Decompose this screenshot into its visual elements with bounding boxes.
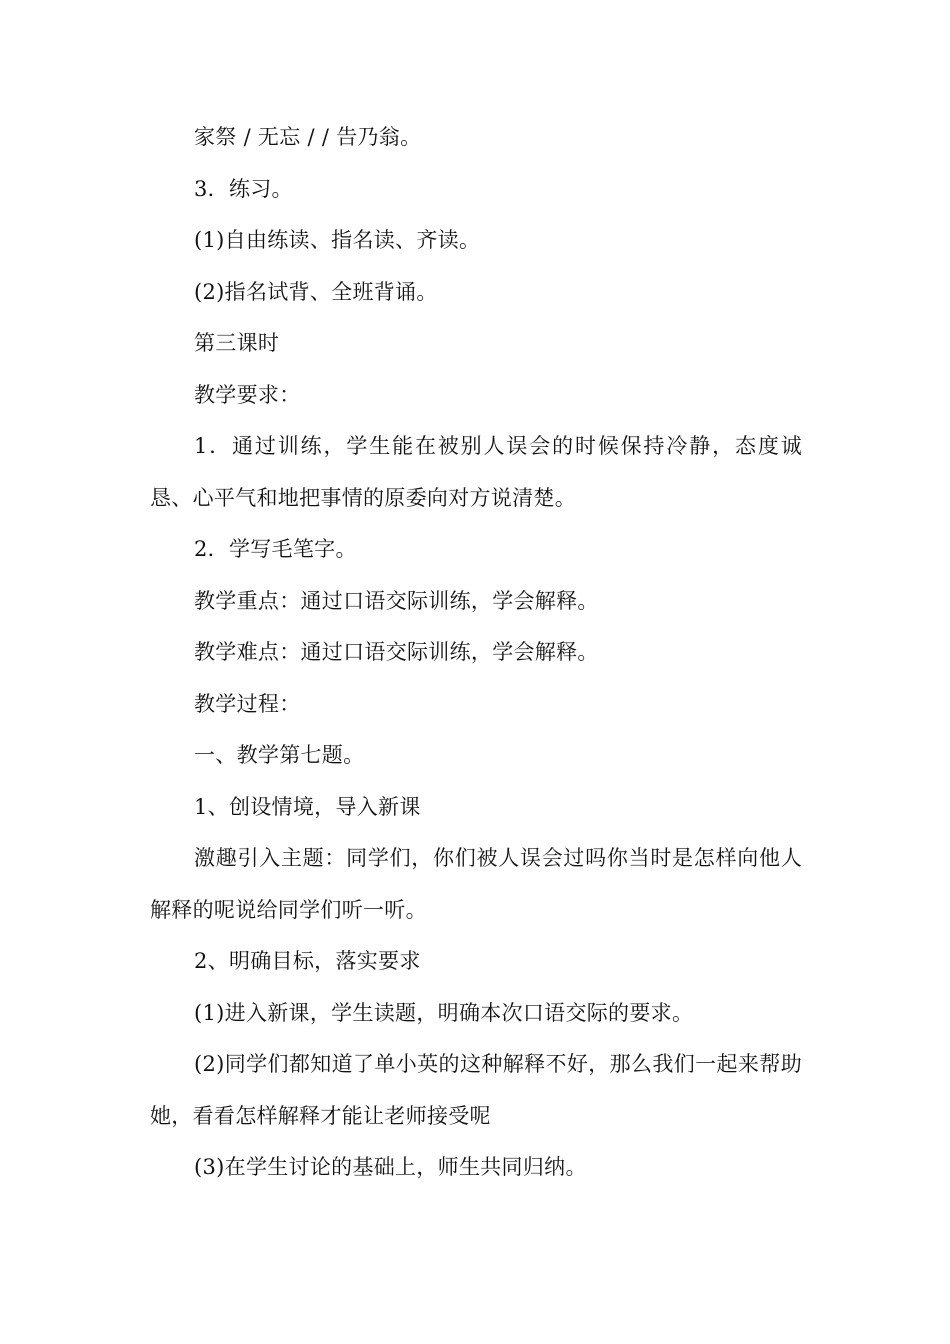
poem-line: 家祭 / 无忘 / / 告乃翁。	[194, 125, 422, 149]
key-point: 教学重点：通过口语交际训练，学会解释。	[194, 588, 599, 613]
process-heading: 教学过程：	[194, 691, 301, 716]
lesson-heading: 第三课时	[194, 331, 280, 355]
step-2-item-2: (2)同学们都知道了单小英的这种解释不好，那么我们一起来帮助她，看看怎样解释才能让老师接受呢	[150, 1052, 802, 1128]
section-heading-7: 一、教学第七题。	[194, 743, 365, 767]
requirements-heading: 教学要求：	[194, 382, 301, 407]
step-2-item-3: (3)在学生讨论的基础上，师生共同归纳。	[194, 1155, 587, 1179]
intro-paragraph: 激趣引入主题：同学们，你们被人误会过吗你当时是怎样向他人解释的呢说给同学们听一听。	[150, 846, 802, 922]
step-2-heading: 2、明确目标，落实要求	[194, 949, 421, 973]
step-1-heading: 1、创设情境，导入新课	[194, 794, 421, 819]
document-body	[150, 112, 802, 1194]
practice-item-1: (1)自由练读、指名读、齐读。	[194, 228, 481, 252]
difficult-point: 教学难点：通过口语交际训练，学会解释。	[194, 640, 599, 664]
step-2-item-1: (1)进入新课，学生读题，明确本次口语交际的要求。	[194, 1000, 694, 1025]
requirement-2: 2．学写毛笔字。	[194, 537, 357, 561]
step-practice: 3．练习。	[194, 176, 293, 201]
practice-item-2: (2)指名试背、全班背诵。	[194, 279, 438, 304]
requirement-1: 1．通过训练，学生能在被别人误会的时候保持冷静，态度诚恳、心平气和地把事情的原委向对方说清楚。	[150, 434, 802, 510]
